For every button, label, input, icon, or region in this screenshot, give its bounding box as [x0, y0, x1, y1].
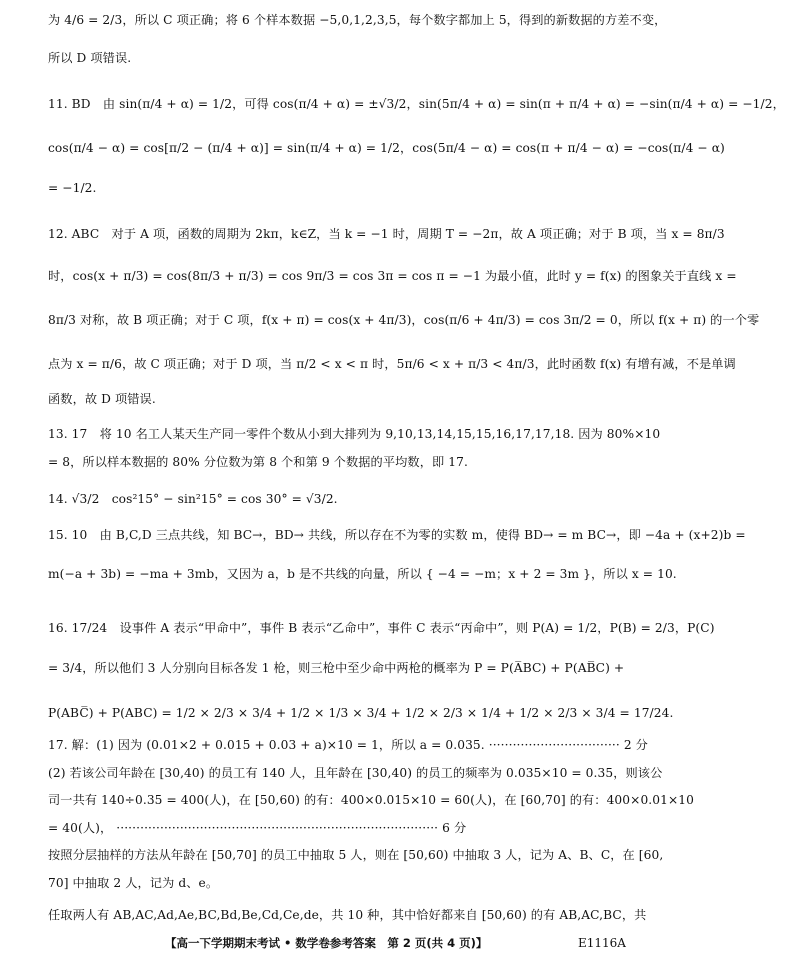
footer-title: 【高一下学期期末考试 • 数学卷参考答案 第 2 页(共 4 页)】 [165, 936, 488, 950]
answer-17-line-1: 17. 解：(1) 因为 (0.01×2 + 0.015 + 0.03 + a)×10 = 1，所以 a = 0.035. ································· 2 分 [48, 738, 648, 752]
answer-17-line-2: (2) 若该公司年龄在 [30,40) 的员工有 140 人，且年龄在 [30,40) 的员工的频率为 0.035×10 = 0.35，则该公 [48, 766, 663, 780]
answer-17-line-6: 70] 中抽取 2 人，记为 d、e。 [48, 876, 219, 890]
answer-17-line-5: 按照分层抽样的方法从年龄在 [50,70] 的员工中抽取 5 人，则在 [50,60) 中抽取 3 人，记为 A、B、C，在 [60, [48, 848, 664, 862]
answer-17-line-7: 任取两人有 AB,AC,Ad,Ae,BC,Bd,Be,Cd,Ce,de，共 10 种，其中恰好都来自 [50,60) 的有 AB,AC,BC，共 [48, 908, 647, 922]
text-line-1: 为 4/6 = 2/3，所以 C 项正确；将 6 个样本数据 −5,0,1,2,3,5，每个数字都加上 5，得到的新数据的方差不变， [48, 13, 667, 27]
answer-16-line-2: = 3/4，所以他们 3 人分别向目标各发 1 枪，则三枪中至少命中两枪的概率为 P = P(A̅BC) + P(AB̅C) + [48, 661, 625, 675]
answer-17-line-4: = 40(人)， ················································································· 6 分 [48, 821, 467, 835]
answer-12-line-1: 12. ABC 对于 A 项，函数的周期为 2kπ，k∈Z，当 k = −1 时，周期 T = −2π，故 A 项正确；对于 B 项，当 x = 8π/3 [48, 227, 725, 241]
answer-12-line-3: 8π/3 对称，故 B 项正确；对于 C 项，f(x + π) = cos(x + 4π/3)，cos(π/6 + 4π/3) = cos 3π/2 = 0，所以 f(x + π) 的一个零 [48, 313, 760, 327]
answer-16-line-1: 16. 17/24 设事件 A 表示“甲命中”，事件 B 表示“乙命中”，事件 C 表示“丙命中”，则 P(A) = 1/2，P(B) = 2/3，P(C) [48, 621, 715, 635]
answer-13-line-2: = 8，所以样本数据的 80% 分位数为第 8 个和第 9 个数据的平均数，即 17. [48, 455, 468, 469]
footer-code: E1116A [578, 936, 626, 950]
answer-13-line-1: 13. 17 将 10 名工人某天生产同一零件个数从小到大排列为 9,10,13,14,15,15,16,17,17,18. 因为 80%×10 [48, 427, 661, 441]
answer-14-line-1: 14. √3/2 cos²15° − sin²15° = cos 30° = √3/2. [48, 492, 338, 506]
answer-11-line-1: 11. BD 由 sin(π/4 + α) = 1/2，可得 cos(π/4 + α) = ±√3/2，sin(5π/4 + α) = sin(π + π/4 + α) = −sin(π/4 + α) = −1/2， [48, 97, 785, 111]
answer-15-line-2: m(−a + 3b) = −ma + 3mb，又因为 a，b 是不共线的向量，所以 { −4 = −m；x + 2 = 3m }，所以 x = 10. [48, 567, 677, 581]
answer-16-line-3: P(ABC̅) + P(ABC) = 1/2 × 2/3 × 3/4 + 1/2 × 1/3 × 3/4 + 1/2 × 2/3 × 1/4 + 1/2 × 2/3 × 3/4 = 17/24. [48, 706, 674, 720]
answer-11-line-2: cos(π/4 − α) = cos[π/2 − (π/4 + α)] = sin(π/4 + α) = 1/2，cos(5π/4 − α) = cos(π + π/4 − α) = −cos(π/4 − α) [48, 141, 725, 155]
answer-11-line-3: = −1/2. [48, 181, 97, 195]
answer-12-line-4: 点为 x = π/6，故 C 项正确；对于 D 项，当 π/2 < x < π 时，5π/6 < x + π/3 < 4π/3，此时函数 f(x) 有增有减，不是单调 [48, 357, 736, 371]
answer-15-line-1: 15. 10 由 B,C,D 三点共线，知 BC→，BD→ 共线，所以存在不为零的实数 m，使得 BD→ = m BC→，即 −4a + (x+2)b = [48, 528, 746, 542]
answer-12-line-5: 函数，故 D 项错误. [48, 392, 156, 406]
answer-17-line-3: 司一共有 140÷0.35 = 400(人)，在 [50,60) 的有：400×0.015×10 = 60(人)，在 [60,70] 的有：400×0.01×10 [48, 793, 695, 807]
text-line-2: 所以 D 项错误. [48, 51, 132, 65]
answer-12-line-2: 时，cos(x + π/3) = cos(8π/3 + π/3) = cos 9π/3 = cos 3π = cos π = −1 为最小值，此时 y = f(x) 的图象关于直线 x = [48, 269, 737, 283]
